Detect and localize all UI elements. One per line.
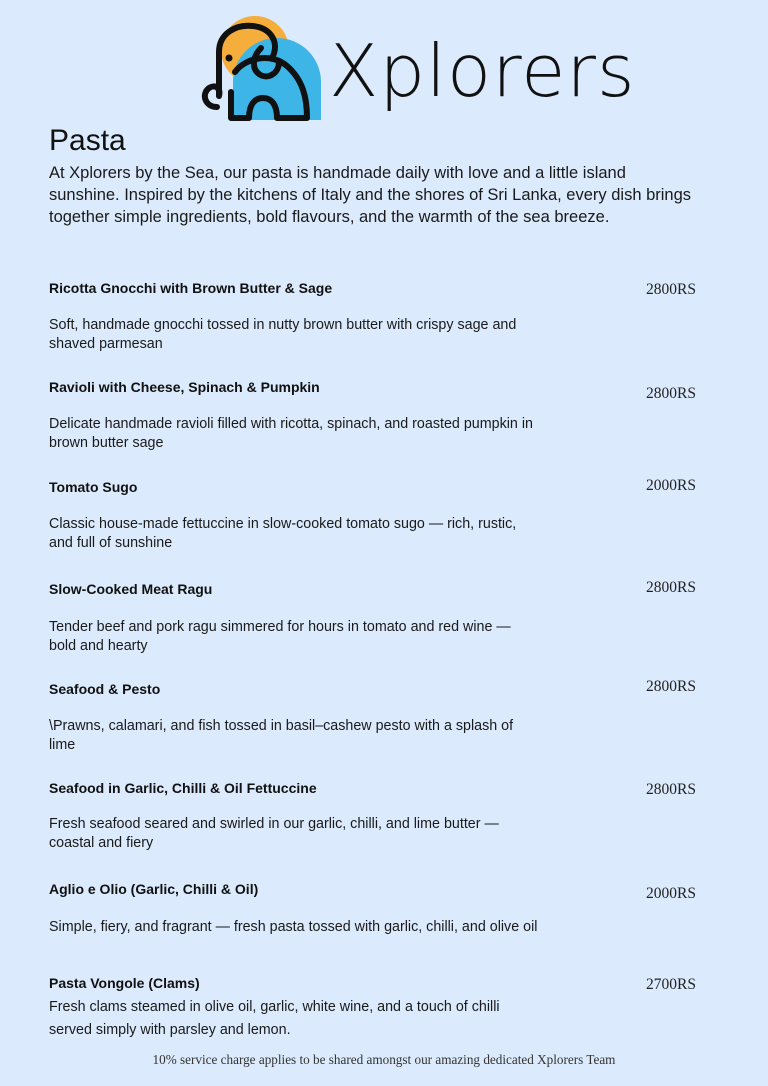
item-name: Seafood in Garlic, Chilli & Oil Fettuccine (49, 780, 317, 796)
item-name: Slow-Cooked Meat Ragu (49, 581, 213, 597)
section-title: Pasta (49, 124, 126, 157)
item-description: Tender beef and pork ragu simmered for hours in tomato and red wine — bold and hearty (49, 619, 511, 654)
item-name: Seafood & Pesto (49, 681, 161, 697)
item-price: 2800RS (646, 781, 696, 798)
item-name: Ravioli with Cheese, Spinach & Pumpkin (49, 379, 320, 395)
item-price: 2000RS (646, 477, 696, 494)
menu-item (49, 279, 709, 352)
menu-item (49, 779, 709, 851)
item-name: Tomato Sugo (49, 479, 138, 495)
item-price: 2700RS (646, 976, 696, 993)
item-description: Delicate handmade ravioli filled with ricotta, spinach, and roasted pumpkin in brown butter sage (49, 416, 533, 451)
item-description: Fresh clams steamed in olive oil, garlic, white wine, and a touch of chilli served simply with parsley and lemon. (49, 999, 500, 1038)
item-price: 2800RS (646, 678, 696, 695)
item-description: Classic house-made fettuccine in slow-cooked tomato sugo — rich, rustic, and full of sunshine (49, 516, 517, 551)
menu-item (49, 678, 709, 753)
item-price: 2800RS (646, 579, 696, 596)
item-price: 2000RS (646, 885, 696, 902)
service-charge-note: 10% service charge applies to be shared amongst our amazing dedicated Xplorers Team (152, 1052, 616, 1067)
item-name: Aglio e Olio (Garlic, Chilli & Oil) (49, 881, 259, 897)
section-intro: At Xplorers by the Sea, our pasta is handmade daily with love and a little island sunshine. Inspired by the kitchens of Italy and the shores of Sri Lanka, every dish brings together simple ingredients, bold flavours, and the warmth of the sea breeze. (49, 164, 692, 226)
elephant-icon (195, 12, 325, 122)
menu-item (49, 477, 709, 551)
menu-item (49, 974, 709, 1038)
item-description: Soft, handmade gnocchi tossed in nutty brown butter with crispy sage and shaved parmesan (49, 317, 517, 352)
menu-item (49, 880, 709, 935)
item-name: Ricotta Gnocchi with Brown Butter & Sage (49, 280, 333, 296)
menu-item (49, 378, 709, 451)
item-description: Fresh seafood seared and swirled in our garlic, chilli, and lime butter — coastal and fiery (49, 816, 499, 851)
item-price: 2800RS (646, 385, 696, 402)
item-description: Simple, fiery, and fragrant — fresh pasta tossed with garlic, chilli, and olive oil (49, 919, 538, 935)
menu-item (49, 579, 709, 654)
brand-name: Xplorers (329, 29, 636, 113)
item-price: 2800RS (646, 281, 696, 298)
item-name: Pasta Vongole (Clams) (49, 975, 200, 991)
item-description: \Prawns, calamari, and fish tossed in basil–cashew pesto with a splash of lime (49, 718, 514, 753)
brand-logo (195, 12, 636, 130)
